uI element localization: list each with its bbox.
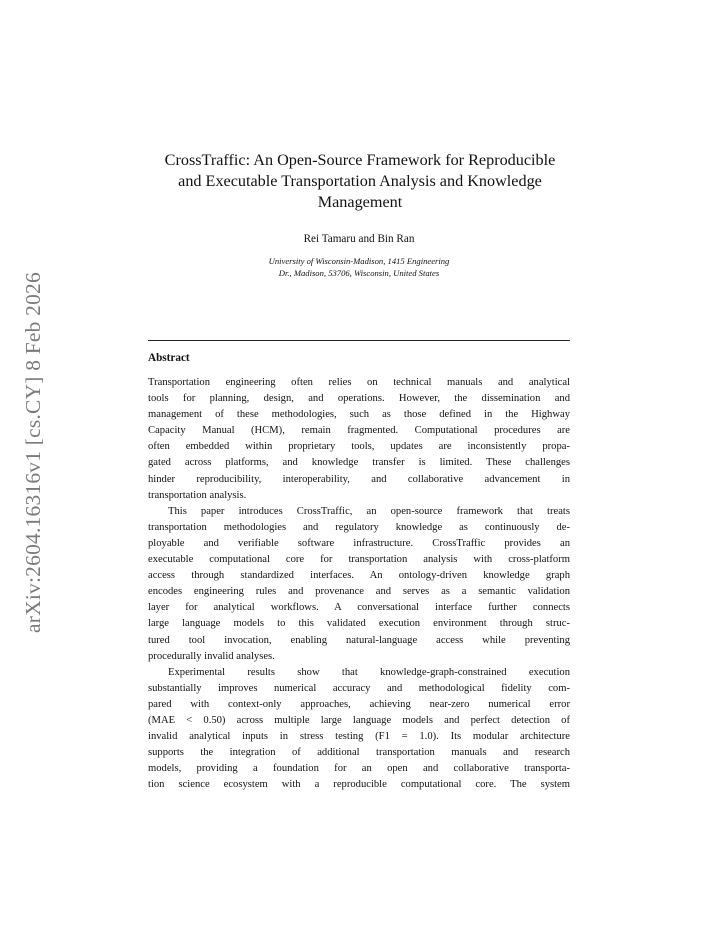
abstract-line: Transportation engineering often relies on technical manuals and analytical xyxy=(148,377,570,388)
title-line: and Executable Transportation Analysis and Knowledge xyxy=(178,172,542,190)
abstract-line: executable computational core for transportation analysis with cross-platform xyxy=(148,554,570,566)
abstract-line: supports the integration of additional transportation manuals and research xyxy=(148,747,570,759)
abstract-line: tools for planning, design, and operations. However, the dissemination and xyxy=(148,393,570,405)
paper-title xyxy=(130,150,590,213)
abstract-line: transportation analysis. xyxy=(148,489,247,501)
abstract-line: access through standardized interfaces. An ontology-driven knowledge graph xyxy=(148,570,570,582)
author-affiliation xyxy=(148,256,570,279)
abstract-line: gated across platforms, and knowledge transfer is limited. These challenges xyxy=(148,457,570,469)
abstract-body xyxy=(148,375,570,793)
abstract-line: management of these methodologies, such as those defined in the Highway xyxy=(148,409,570,421)
affiliation-line: Dr., Madison, 53706, Wisconsin, United States xyxy=(278,267,440,278)
abstract-line: ployable and verifiable software infrastructure. CrossTraffic provides an xyxy=(148,537,570,549)
abstract-heading: Abstract xyxy=(148,352,190,364)
abstract-line: This paper introduces CrossTraffic, an open-source framework that treats xyxy=(168,505,570,517)
abstract-line: pared with context-only approaches, achieving near-zero numerical error xyxy=(148,698,570,710)
abstract-line: layer for analytical workflows. A conversational interface further connects xyxy=(148,602,570,614)
title-line: Management xyxy=(317,193,403,211)
abstract-line: hinder reproducibility, interoperability, and collaborative advancement in xyxy=(148,473,570,485)
paper-authors: Rei Tamaru and Bin Ran xyxy=(303,233,415,245)
abstract-line: often embedded within proprietary tools, updates are inconsistently propa- xyxy=(148,441,570,453)
abstract-line: encodes engineering rules and provenance and serves as a semantic validation xyxy=(148,586,570,598)
affiliation-line: University of Wisconsin-Madison, 1415 Engineering xyxy=(268,256,450,266)
abstract-line: Capacity Manual (HCM), remain fragmented. Computational procedures are xyxy=(148,425,570,437)
abstract-line: tion science ecosystem with a reproducible computational core. The system xyxy=(148,779,570,791)
arxiv-side-stamp xyxy=(14,262,52,642)
section-divider xyxy=(148,340,570,341)
abstract-line: substantially improves numerical accuracy and methodological fidelity com- xyxy=(148,682,570,694)
title-line: CrossTraffic: An Open-Source Framework for Reproducible xyxy=(164,151,556,169)
abstract-line: models, providing a foundation for an open and collaborative transporta- xyxy=(148,763,570,775)
abstract-line: (MAE < 0.50) across multiple large language models and perfect detection of xyxy=(148,714,570,726)
abstract-line: tured tool invocation, enabling natural-language access while preventing xyxy=(148,634,570,646)
arxiv-identifier: arXiv:2604.16316v1 [cs.CY] 8 Feb 2026 xyxy=(20,271,45,633)
abstract-line: invalid analytical inputs in stress testing (F1 = 1.0). Its modular architecture xyxy=(148,731,570,743)
abstract-line: large language models to this validated execution environment through struc- xyxy=(148,618,570,630)
abstract-line: Experimental results show that knowledge-graph-constrained execution xyxy=(168,666,570,678)
abstract-line: procedurally invalid analyses. xyxy=(148,650,275,662)
abstract-line: transportation methodologies and regulatory knowledge as continuously de- xyxy=(148,521,570,533)
